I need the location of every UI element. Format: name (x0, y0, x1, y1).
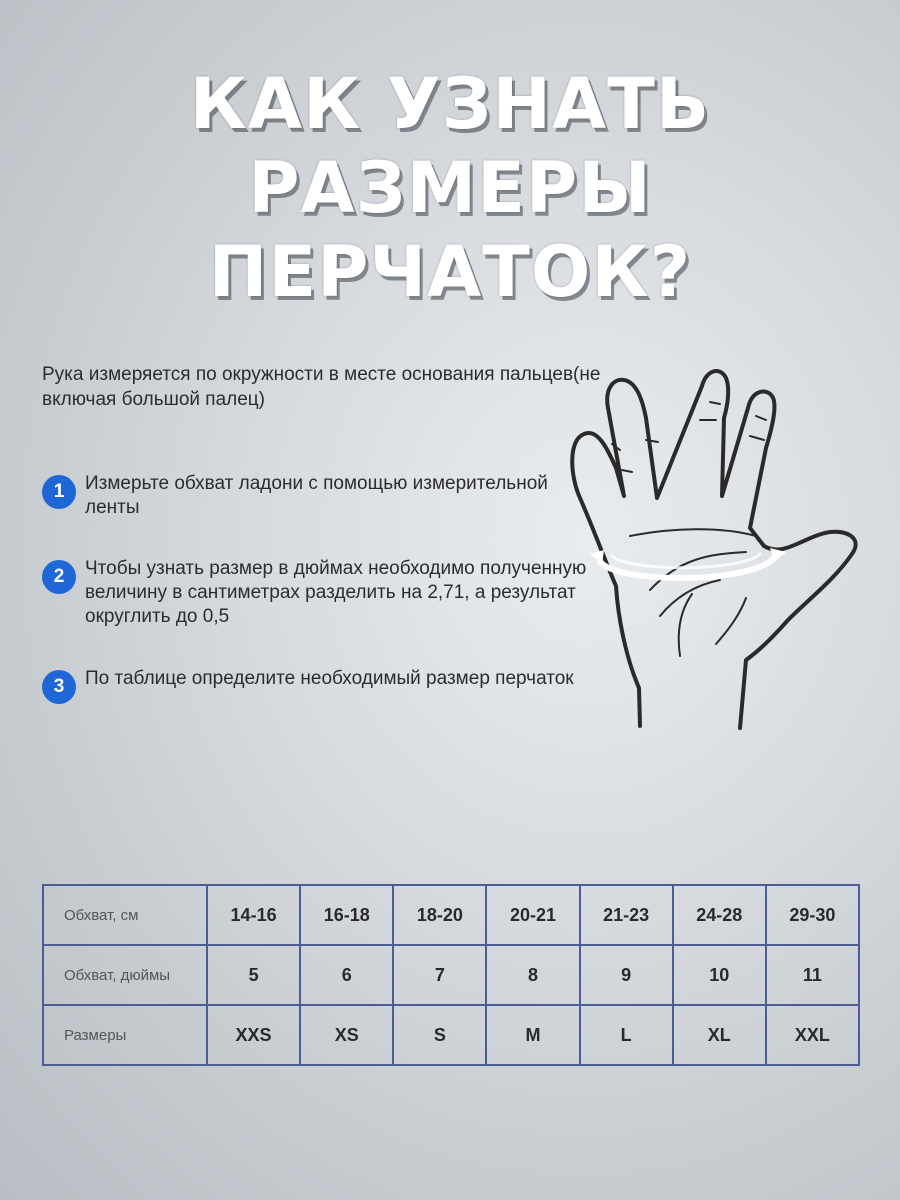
step-number-badge: 3 (42, 670, 76, 704)
table-cell: XS (300, 1005, 393, 1065)
table-row (43, 945, 859, 1005)
step-text: Чтобы узнать размер в дюймах необходимо полученную величину в сантиметрах разделить на 2,71, а результат округлить до 0,5 (85, 558, 587, 627)
row-label: Обхват, дюймы (43, 945, 207, 1005)
table-cell: 6 (300, 945, 393, 1005)
table-cell: 8 (486, 945, 579, 1005)
table-cell: 9 (580, 945, 673, 1005)
row-label: Обхват, см (43, 885, 207, 945)
step-text: Измерьте обхват ладони с помощью измерительной ленты (85, 473, 548, 518)
table-cell: XXS (207, 1005, 300, 1065)
table-cell: M (486, 1005, 579, 1065)
table-cell: 5 (207, 945, 300, 1005)
step-number-badge: 2 (42, 560, 76, 594)
intro-text: Рука измеряется по окружности в месте основания пальцев(не включая большой палец) (42, 364, 601, 410)
table-cell: 7 (393, 945, 486, 1005)
table-cell: 24-28 (673, 885, 766, 945)
table-row (43, 885, 859, 945)
table-cell: L (580, 1005, 673, 1065)
step-1 (42, 472, 602, 520)
step-number-badge: 1 (42, 475, 76, 509)
table-cell: XL (673, 1005, 766, 1065)
size-table (42, 884, 860, 1066)
table-cell: 29-30 (766, 885, 859, 945)
step-3 (42, 667, 602, 704)
table-cell: 11 (766, 945, 859, 1005)
table-cell: 16-18 (300, 885, 393, 945)
table-cell: S (393, 1005, 486, 1065)
step-text: По таблице определите необходимый размер перчаток (85, 668, 574, 689)
table-cell: 20-21 (486, 885, 579, 945)
row-label: Размеры (43, 1005, 207, 1065)
title-line-2: РАЗМЕРЫ ПЕРЧАТОК? (208, 147, 692, 313)
hand-measurement-icon (560, 358, 870, 738)
table-cell: 14-16 (207, 885, 300, 945)
table-row (43, 1005, 859, 1065)
step-2 (42, 557, 602, 629)
table-cell: 10 (673, 945, 766, 1005)
title-line-1: КАК УЗНАТЬ (189, 63, 711, 145)
table-cell: 18-20 (393, 885, 486, 945)
table-cell: XXL (766, 1005, 859, 1065)
page-title (0, 62, 900, 314)
table-cell: 21-23 (580, 885, 673, 945)
